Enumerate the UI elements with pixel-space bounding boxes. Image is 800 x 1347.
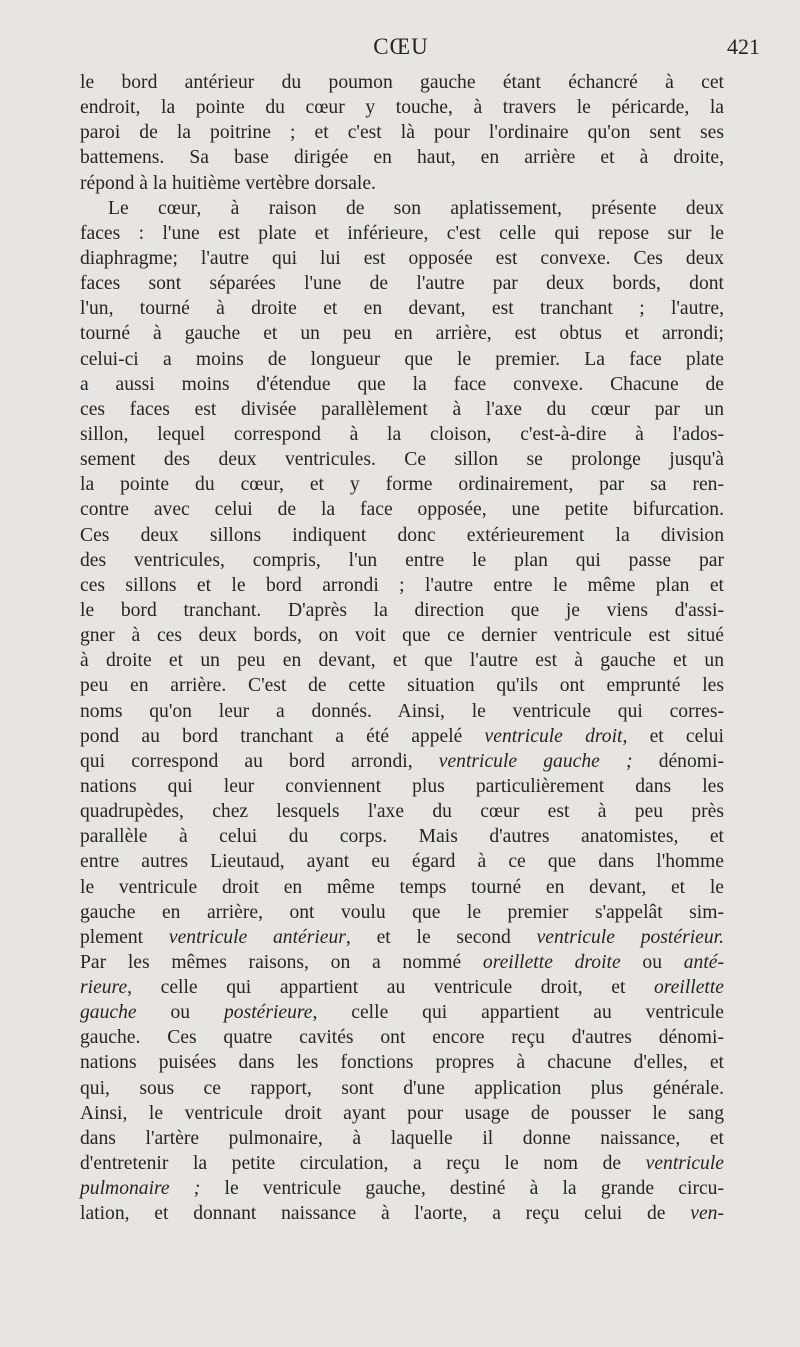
italic-term: ventricule gauche ; <box>438 750 633 772</box>
italic-term: oreillette <box>653 977 724 999</box>
text-line <box>80 70 724 95</box>
text-run: qui correspond au bord arrondi, <box>80 750 439 772</box>
text-run: Par les mêmes raisons, on a nommé <box>80 951 483 973</box>
text-line <box>80 598 724 623</box>
text-line <box>80 648 724 673</box>
text-run: , et celui <box>622 725 724 747</box>
running-head: CŒU <box>373 34 429 59</box>
text-run: le bord tranchant. D'après la direction que je viens d'assi- <box>80 599 724 621</box>
text-run: ou <box>136 1002 224 1024</box>
text-run: diaphragme; l'autre qui lui est opposée est convexe. Ces deux <box>80 247 724 269</box>
italic-term: ventricule <box>645 1153 724 1175</box>
text-line <box>80 950 724 975</box>
text-line <box>80 673 724 698</box>
text-line <box>80 1176 724 1201</box>
text-line <box>80 849 724 874</box>
text-run: plement <box>80 926 169 948</box>
text-run: gner à ces deux bords, on voit que ce dernier ventricule est situé <box>80 625 724 647</box>
text-run: des ventricules, compris, l'un entre le plan qui passe par <box>80 549 724 571</box>
text-run: le ventricule droit en même temps tourné en devant, et le <box>80 876 724 898</box>
text-run: Le cœur, à raison de son aplatissement, présente deux <box>108 197 724 219</box>
text-run: gauche en arrière, ont voulu que le premier s'appelât sim- <box>80 901 724 923</box>
text-run: dénomi- <box>632 750 724 772</box>
text-run: parallèle à celui du corps. Mais d'autres anatomistes, et <box>80 826 724 848</box>
text-line <box>80 699 724 724</box>
text-run: peu en arrière. C'est de cette situation qu'ils ont emprunté les <box>80 675 724 697</box>
text-line <box>80 372 724 397</box>
text-run: battemens. Sa base dirigée en haut, en arrière et à droite, <box>80 147 724 169</box>
text-run: nations puisées dans les fonctions propres à chacune d'elles, et <box>80 1052 724 1074</box>
text-run: paroi de la poitrine ; et c'est là pour l'ordinaire qu'on sent ses <box>80 122 724 144</box>
text-line <box>80 925 724 950</box>
text-run: l'un, tourné à droite et en devant, est tranchant ; l'autre, <box>80 298 724 320</box>
page-number: 421 <box>727 34 760 59</box>
italic-term: anté- <box>683 951 724 973</box>
text-run: ces sillons et le bord arrondi ; l'autre entre le même plan et <box>80 574 724 596</box>
text-line <box>80 145 724 170</box>
body-text <box>80 70 724 1226</box>
text-run: lation, et donnant naissance à l'aorte, a reçu celui de <box>80 1203 691 1225</box>
text-run: le bord antérieur du poumon gauche étant échancré à cet <box>80 72 724 93</box>
italic-term: pulmonaire ; <box>80 1178 201 1200</box>
italic-term: rieure <box>80 977 128 999</box>
text-line <box>80 824 724 849</box>
text-line <box>80 774 724 799</box>
text-run: gauche. Ces quatre cavités ont encore reçu d'autres dénomi- <box>80 1027 724 1049</box>
text-run: noms qu'on leur a donnés. Ainsi, le ventricule qui corres- <box>80 700 724 722</box>
text-line <box>80 296 724 321</box>
text-line <box>80 422 724 447</box>
text-line <box>80 1126 724 1151</box>
italic-term: gauche <box>80 1002 137 1024</box>
text-line <box>80 724 724 749</box>
text-line <box>80 171 724 196</box>
text-run: faces sont séparées l'une de l'autre par deux bords, dont <box>80 273 724 295</box>
text-line <box>80 1050 724 1075</box>
text-line <box>80 221 724 246</box>
text-line <box>80 900 724 925</box>
text-run: ou <box>620 951 684 973</box>
text-line <box>80 246 724 271</box>
text-line <box>80 397 724 422</box>
text-run: , et le second <box>345 926 537 948</box>
text-run: quadrupèdes, chez lesquels l'axe du cœur est à peu près <box>80 801 724 823</box>
text-run: la pointe du cœur, et y forme ordinairement, par sa ren- <box>80 474 724 496</box>
text-run: faces : l'une est plate et inférieure, c'est celle qui repose sur le <box>80 222 724 244</box>
italic-term: oreillette droite <box>482 951 621 973</box>
text-line <box>80 749 724 774</box>
text-run: à droite et un peu en devant, et que l'autre est à gauche et un <box>80 650 724 672</box>
text-run: ces faces est divisée parallèlement à l'axe du cœur par un <box>80 398 724 420</box>
text-run: nations qui leur conviennent plus particulièrement dans les <box>80 775 724 797</box>
text-run: répond à la huitième vertèbre dorsale. <box>80 172 376 194</box>
italic-term: postérieure <box>223 1002 313 1024</box>
text-line <box>80 1025 724 1050</box>
text-line <box>80 95 724 120</box>
text-line <box>80 1151 724 1176</box>
text-line <box>80 1000 724 1025</box>
text-run: , celle qui appartient au ventricule droit, et <box>127 977 654 999</box>
text-run: , celle qui appartient au ventricule <box>312 1002 725 1024</box>
text-line <box>80 975 724 1000</box>
text-line <box>80 196 724 221</box>
text-line <box>80 347 724 372</box>
text-line <box>80 1101 724 1126</box>
text-run: a aussi moins d'étendue que la face convexe. Chacune de <box>80 373 724 395</box>
text-line <box>80 271 724 296</box>
text-line <box>80 497 724 522</box>
text-run: Ces deux sillons indiquent donc extérieurement la division <box>80 524 724 546</box>
text-run: contre avec celui de la face opposée, une petite bifurcation. <box>80 499 724 521</box>
italic-term: ventricule postérieur. <box>536 926 724 948</box>
text-line <box>80 523 724 548</box>
text-run: entre autres Lieutaud, ayant eu égard à ce que dans l'homme <box>80 851 724 873</box>
text-line <box>80 120 724 145</box>
text-run: celui-ci a moins de longueur que le premier. La face plate <box>80 348 724 370</box>
text-run: sillon, lequel correspond à la cloison, c'est-à-dire à l'ados- <box>80 423 724 445</box>
text-run: le ventricule gauche, destiné à la grande circu- <box>200 1178 724 1200</box>
text-run: endroit, la pointe du cœur y touche, à travers le péricarde, la <box>80 97 724 119</box>
text-run: sement des deux ventricules. Ce sillon se prolonge jusqu'à <box>80 449 724 471</box>
text-run: Ainsi, le ventricule droit ayant pour usage de pousser le sang <box>80 1102 724 1124</box>
text-line <box>80 548 724 573</box>
text-run: tourné à gauche et un peu en arrière, est obtus et arrondi; <box>80 323 724 345</box>
text-line <box>80 875 724 900</box>
text-run: qui, sous ce rapport, sont d'une application plus générale. <box>80 1077 724 1099</box>
text-line <box>80 321 724 346</box>
text-line <box>80 1076 724 1101</box>
text-line <box>80 799 724 824</box>
text-line <box>80 447 724 472</box>
text-run: dans l'artère pulmonaire, à laquelle il donne naissance, et <box>80 1127 724 1149</box>
text-line <box>80 1201 724 1226</box>
text-line <box>80 573 724 598</box>
text-run: pond au bord tranchant a été appelé <box>80 725 485 747</box>
text-line <box>80 623 724 648</box>
italic-term: ventricule antérieur <box>168 926 346 948</box>
text-line <box>80 472 724 497</box>
italic-term: ven- <box>690 1203 724 1225</box>
page-header <box>78 34 760 68</box>
italic-term: ventricule droit <box>484 725 623 747</box>
text-run: d'entretenir la petite circulation, a reçu le nom de <box>80 1153 646 1175</box>
